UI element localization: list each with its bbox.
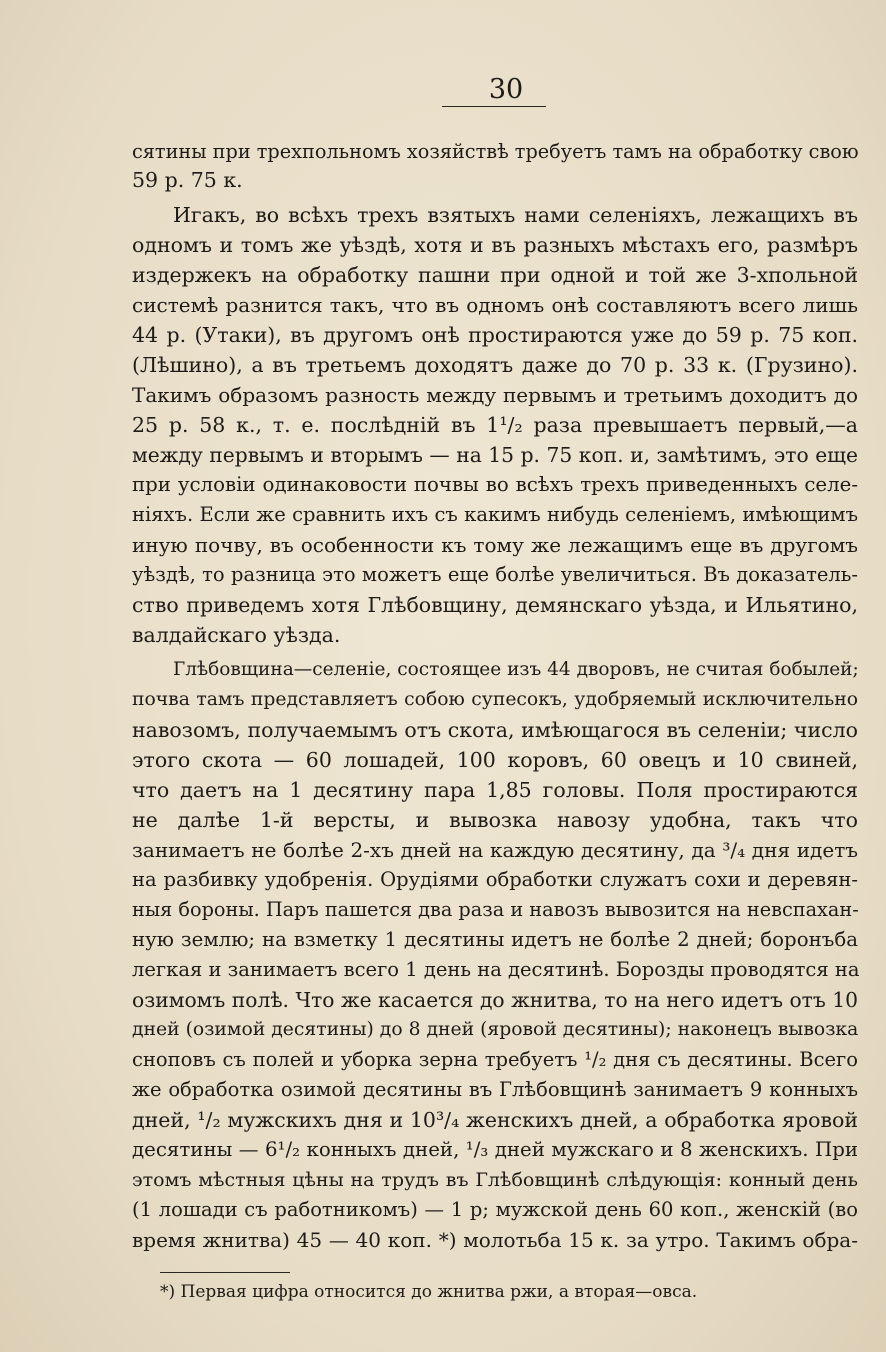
- footnote: *) Первая цифра относится до жнитва ржи, а вторая—овса.: [160, 1282, 698, 1302]
- text-line: озимомъ полѣ. Что же касается до жнитва, то на него идетъ отъ 10: [132, 988, 858, 1012]
- text-line: Игакъ, во всѣхъ трехъ взятыхъ нами селеніяхъ, лежащихъ въ: [173, 203, 858, 227]
- text-line: что даетъ на 1 десятину пара 1,85 головы. Поля простираются: [132, 778, 858, 802]
- page-number-rule: [442, 106, 546, 107]
- text-line: ство приведемъ хотя Глѣбовщину, демянскаго уѣзда, и Ильятино,: [132, 593, 858, 617]
- text-line: ніяхъ. Если же сравнить ихъ съ какимъ нибудь селеніемъ, имѣющимъ: [132, 503, 858, 526]
- text-line: сятины при трехпольномъ хозяйствѣ требуетъ тамъ на обработку свою: [132, 140, 859, 163]
- text-line: (1 лошади съ работникомъ) — 1 р; мужской день 60 коп., женскій (во: [132, 1198, 858, 1221]
- text-line: 59 р. 75 к.: [132, 168, 243, 192]
- text-line: на разбивку удобренія. Орудіями обработки служатъ сохи и деревян-: [132, 868, 858, 891]
- text-line: навозомъ, получаемымъ отъ скота, имѣющагося въ селеніи; число: [132, 718, 858, 742]
- text-line: дней, ¹/₂ мужскихъ дня и 10³/₄ женскихъ дней, а обработка яровой: [132, 1108, 858, 1132]
- text-line: уѣздѣ, то разница это можетъ еще болѣе увеличиться. Въ доказатель-: [132, 563, 858, 586]
- text-line: не далѣе 1-й версты, и вывозка навозу удобна, такъ что: [132, 808, 858, 832]
- text-line: же обработка озимой десятины въ Глѣбовщинѣ занимаетъ 9 конныхъ: [132, 1078, 858, 1101]
- text-line: при условіи одинаковости почвы во всѣхъ трехъ приведенныхъ селе-: [132, 473, 858, 496]
- text-line: иную почву, въ особенности къ тому же лежащимъ еще въ другомъ: [132, 533, 858, 557]
- text-line: этого скота — 60 лошадей, 100 коровъ, 60 овецъ и 10 свиней,: [132, 748, 858, 772]
- text-line: Глѣбовщина—селеніе, состоящее изъ 44 дворовъ, не считая бобылей;: [173, 659, 859, 680]
- text-line: издержекъ на обработку пашни при одной и той же 3-хпольной: [132, 263, 858, 287]
- text-line: дней (озимой десятины) до 8 дней (яровой десятины); наконецъ вывозка: [132, 1019, 859, 1040]
- text-line: занимаетъ не болѣе 2-хъ дней на каждую десятину, да ³/₄ дня идетъ: [132, 838, 858, 862]
- page-number: 30: [488, 74, 524, 105]
- text-line: легкая и занимаетъ всего 1 день на десятинѣ. Борозды проводятся на: [132, 958, 860, 981]
- text-line: ныя бороны. Паръ пашется два раза и навозъ вывозится на невспахан-: [132, 898, 859, 921]
- text-line: валдайскаго уѣзда.: [132, 623, 341, 647]
- text-line: 44 р. (Утаки), въ другомъ онѣ простираются уже до 59 р. 75 коп.: [132, 323, 858, 347]
- text-line: одномъ и томъ же уѣздѣ, хотя и въ разныхъ мѣстахъ его, размѣръ: [132, 233, 858, 257]
- footnote-rule: [160, 1272, 290, 1273]
- text-line: Такимъ образомъ разность между первымъ и третьимъ доходитъ до: [132, 383, 858, 407]
- text-line: почва тамъ представляетъ собою супесокъ, удобряемый исключительно: [132, 689, 858, 710]
- text-line: время жнитва) 45 — 40 коп. *) молотьба 15 к. за утро. Такимъ обра-: [132, 1228, 858, 1252]
- text-line: 25 р. 58 к., т. е. послѣдній въ 1¹/₂ раза превышаетъ первый,—а: [132, 413, 858, 437]
- text-line: (Лѣшино), а въ третьемъ доходятъ даже до 70 р. 33 к. (Грузино).: [132, 353, 858, 377]
- text-line: сноповъ съ полей и уборка зерна требуетъ ¹/₂ дня съ десятины. Всего: [132, 1048, 858, 1071]
- text-line: этомъ мѣстныя цѣны на трудъ въ Глѣбовщинѣ слѣдующія: конный день: [132, 1169, 858, 1191]
- text-line: между первымъ и вторымъ — на 15 р. 75 коп. и, замѣтимъ, это еще: [132, 443, 858, 467]
- text-line: ную землю; на взметку 1 десятины идетъ не болѣе 2 дней; боронъба: [132, 928, 858, 951]
- text-line: десятины — 6¹/₂ конныхъ дней, ¹/₃ дней мужскаго и 8 женскихъ. При: [132, 1138, 858, 1161]
- text-line: системѣ разнится такъ, что въ одномъ онѣ составляютъ всего лишь: [132, 293, 858, 317]
